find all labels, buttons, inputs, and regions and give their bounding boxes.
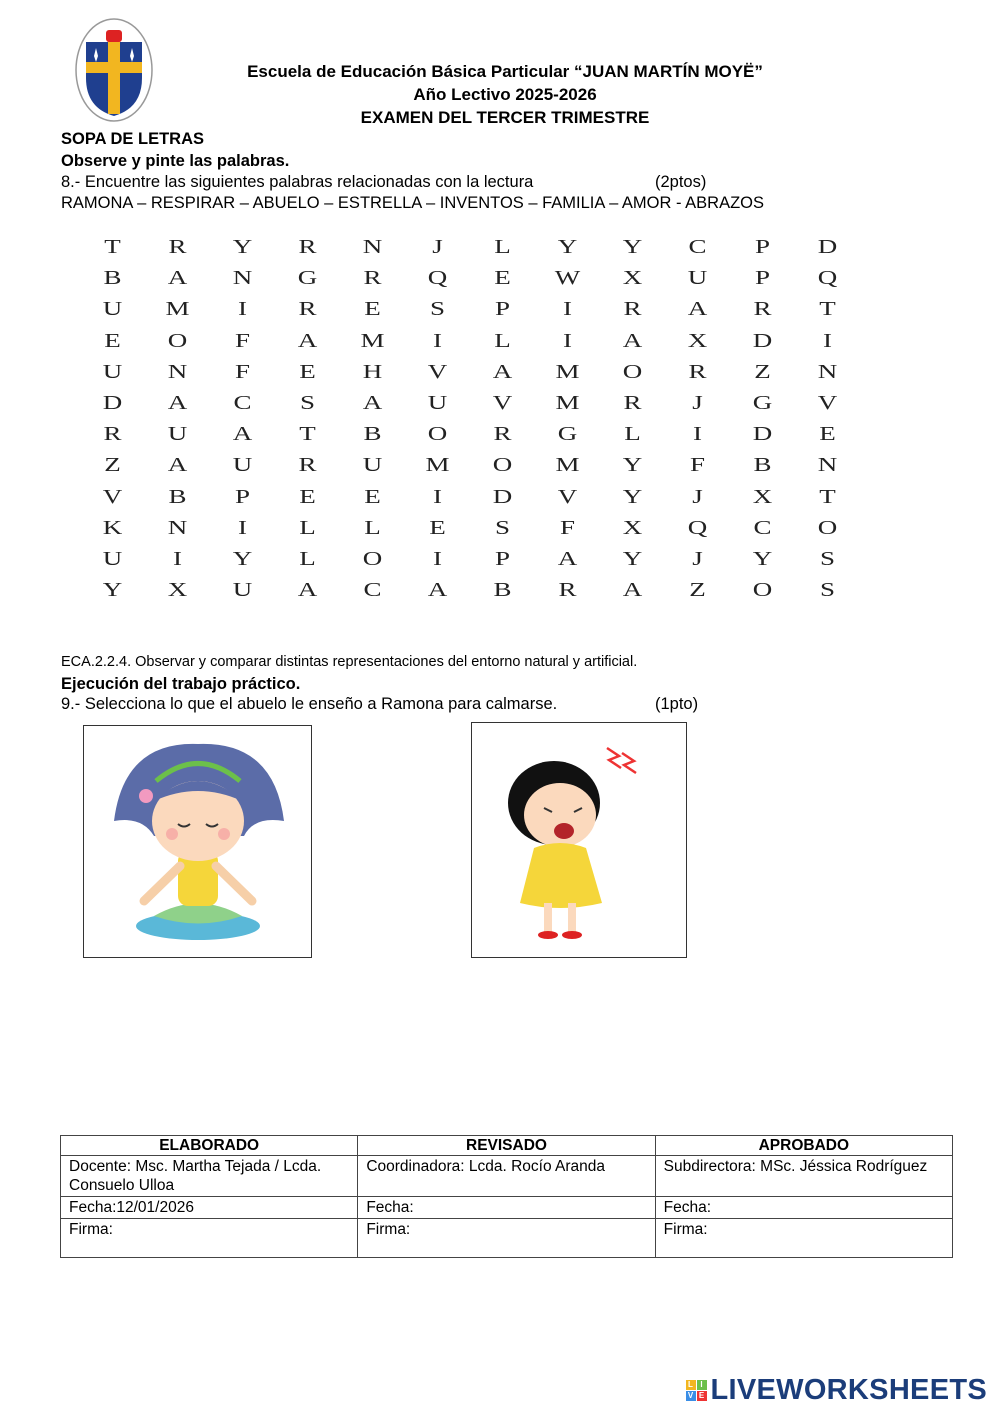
grid-letter[interactable]: A [297,579,318,602]
grid-letter[interactable]: V [557,485,578,508]
question-9: 9.- Selecciona lo que el abuelo le enseño a Ramona para calmarse. [61,695,558,713]
grid-letter[interactable]: R [103,423,122,446]
grid-letter[interactable]: P [754,236,771,259]
grid-letter[interactable]: N [817,360,838,383]
grid-letter[interactable]: D [492,485,513,508]
grid-letter[interactable]: I [237,298,247,321]
grid-letter[interactable]: F [234,329,251,352]
grid-letter[interactable]: L [494,329,511,352]
grid-letter[interactable]: Y [622,236,643,259]
grid-letter[interactable]: D [817,236,838,259]
grid-letter[interactable]: G [297,267,318,290]
grid-letter[interactable]: K [102,516,123,539]
grid-letter[interactable]: E [429,516,446,539]
grid-letter[interactable]: X [622,516,643,539]
grid-row [80,263,860,294]
grid-letter[interactable]: X [167,579,188,602]
grid-letter[interactable]: Y [622,454,643,477]
grid-letter[interactable]: O [492,454,513,477]
grid-row [80,450,860,481]
grid-letter[interactable]: A [557,547,578,570]
grid-letter[interactable]: L [364,516,381,539]
grid-letter[interactable]: P [494,298,511,321]
grid-letter[interactable]: Z [104,454,121,477]
school-name: Escuela de Educación Básica Particular “JUAN MARTÍN MOYË” [247,62,763,81]
grid-letter[interactable]: L [299,516,316,539]
grid-letter[interactable]: H [362,360,383,383]
grid-letter[interactable]: D [752,329,773,352]
grid-letter[interactable]: L [494,236,511,259]
grid-letter[interactable]: W [554,267,581,290]
grid-letter[interactable]: D [102,392,123,415]
word-list: RAMONA – RESPIRAR – ABUELO – ESTRELLA – INVENTOS – FAMILIA – AMOR - ABRAZOS [61,194,765,212]
revisado-coordinadora: Coordinadora: Lcda. Rocío Aranda [358,1156,655,1197]
grid-row [80,388,860,419]
grid-letter[interactable]: O [427,423,448,446]
grid-letter[interactable]: R [493,423,512,446]
grid-letter[interactable]: F [234,360,251,383]
option-meditating-girl[interactable] [83,725,312,958]
grid-letter[interactable]: B [168,485,187,508]
grid-letter[interactable]: B [753,454,772,477]
question-8-points: (2ptos) [655,173,707,191]
grid-letter[interactable]: V [427,360,448,383]
grid-letter[interactable]: G [557,423,578,446]
grid-letter[interactable]: R [298,298,317,321]
grid-letter[interactable]: T [299,423,316,446]
brand-name: LIVEWORKSHEETS [710,1374,987,1406]
grid-letter[interactable]: U [427,392,448,415]
grid-letter[interactable]: P [234,485,251,508]
grid-letter[interactable]: A [167,267,188,290]
grid-letter[interactable]: E [299,360,316,383]
grid-row [80,232,860,263]
grid-letter[interactable]: O [167,329,188,352]
grid-letter[interactable]: I [432,329,442,352]
grid-letter[interactable]: N [817,454,838,477]
grid-letter[interactable]: R [298,454,317,477]
grid-letter[interactable]: Q [817,267,838,290]
grid-letter[interactable]: M [555,454,580,477]
grid-letter[interactable]: Y [622,485,643,508]
grid-letter[interactable]: X [752,485,773,508]
grid-letter[interactable]: L [624,423,641,446]
liveworksheets-logo [686,1374,988,1407]
grid-letter[interactable]: I [692,423,702,446]
grid-letter[interactable]: R [363,267,382,290]
elaborado-docente: Docente: Msc. Martha Tejada / Lcda. Consuelo Ulloa [61,1156,358,1197]
grid-letter[interactable]: E [299,485,316,508]
grid-letter[interactable]: U [167,423,188,446]
grid-row [80,544,860,575]
grid-letter[interactable]: Z [754,360,771,383]
grid-letter[interactable]: R [753,298,772,321]
grid-letter[interactable]: V [102,485,123,508]
grid-row [80,482,860,513]
grid-letter[interactable]: C [233,392,252,415]
grid-letter[interactable]: Y [232,236,253,259]
badge-letter: V [686,1391,696,1401]
grid-letter[interactable]: Z [689,579,706,602]
grid-letter[interactable]: U [687,267,708,290]
grid-letter[interactable]: I [172,547,182,570]
grid-letter[interactable]: I [432,547,442,570]
standard-code: ECA.2.2.4. Observar y comparar distintas representaciones del entorno natural y artificial. [61,654,638,670]
grid-letter[interactable]: F [689,454,706,477]
grid-letter[interactable]: C [753,516,772,539]
grid-letter[interactable]: A [167,454,188,477]
grid-letter[interactable]: U [102,298,123,321]
word-search-grid [80,232,860,606]
grid-letter[interactable]: S [819,579,836,602]
grid-letter[interactable]: E [364,298,381,321]
grid-letter[interactable]: M [555,392,580,415]
grid-row [80,419,860,450]
grid-letter[interactable]: M [555,360,580,383]
grid-letter[interactable]: U [362,454,383,477]
aprobado-fecha: Fecha: [655,1197,952,1219]
aprobado-subdirectora: Subdirectora: MSc. Jéssica Rodríguez [655,1156,952,1197]
grid-row [80,294,860,325]
grid-letter[interactable]: M [425,454,450,477]
grid-letter[interactable]: R [298,236,317,259]
grid-letter[interactable]: R [688,360,707,383]
grid-letter[interactable]: O [622,360,643,383]
grid-letter[interactable]: A [687,298,708,321]
grid-letter[interactable]: M [165,298,190,321]
grid-letter[interactable]: B [103,267,122,290]
grid-row [80,357,860,388]
grid-letter[interactable]: Y [752,547,773,570]
grid-letter[interactable]: A [622,579,643,602]
school-year: Año Lectivo 2025-2026 [413,85,597,104]
grid-letter[interactable]: A [362,392,383,415]
instruction: Observe y pinte las palabras. [61,152,290,170]
elaborado-fecha: Fecha:12/01/2026 [61,1197,358,1219]
badge-letter: L [686,1380,696,1390]
grid-letter[interactable]: C [688,236,707,259]
revisado-fecha: Fecha: [358,1197,655,1219]
grid-letter[interactable]: S [494,516,511,539]
grid-row [80,575,860,606]
grid-letter[interactable]: A [492,360,513,383]
grid-letter[interactable]: L [299,547,316,570]
grid-letter[interactable]: A [167,392,188,415]
question-8: 8.- Encuentre las siguientes palabras relacionadas con la lectura [61,173,534,191]
header-aprobado: APROBADO [655,1136,952,1156]
aprobado-firma: Firma: [655,1219,952,1258]
grid-letter[interactable]: C [363,579,382,602]
grid-letter[interactable]: U [232,454,253,477]
grid-letter[interactable]: E [819,423,836,446]
grid-letter[interactable]: S [299,392,316,415]
grid-letter[interactable]: T [819,298,836,321]
badge-letter: I [697,1380,707,1390]
grid-letter[interactable]: Q [687,516,708,539]
grid-letter[interactable]: Q [427,267,448,290]
grid-letter[interactable]: Y [557,236,578,259]
section-title: SOPA DE LETRAS [61,130,205,148]
grid-letter[interactable]: N [167,360,188,383]
option-angry-girl[interactable] [471,722,687,958]
badge-letter: E [697,1391,707,1401]
grid-letter[interactable]: U [102,547,123,570]
grid-letter[interactable]: E [494,267,511,290]
header-elaborado: ELABORADO [61,1136,358,1156]
grid-letter[interactable]: J [692,392,703,415]
grid-letter[interactable]: I [822,329,832,352]
grid-letter[interactable]: T [819,485,836,508]
grid-letter[interactable]: J [432,236,443,259]
elaborado-firma: Firma: [61,1219,358,1258]
grid-letter[interactable]: J [692,485,703,508]
grid-letter[interactable]: R [558,579,577,602]
grid-letter[interactable]: J [692,547,703,570]
practical-title: Ejecución del trabajo práctico. [61,675,301,693]
header-revisado: REVISADO [358,1136,655,1156]
grid-letter[interactable]: P [494,547,511,570]
grid-letter[interactable]: S [819,547,836,570]
question-9-points: (1pto) [655,695,699,713]
grid-letter[interactable]: X [687,329,708,352]
grid-letter[interactable]: P [754,267,771,290]
grid-letter[interactable]: A [622,329,643,352]
grid-letter[interactable]: I [432,485,442,508]
grid-letter[interactable]: O [362,547,383,570]
grid-letter[interactable]: A [427,579,448,602]
grid-letter[interactable]: Y [232,547,253,570]
grid-letter[interactable]: E [104,329,121,352]
grid-letter[interactable]: A [297,329,318,352]
grid-letter[interactable]: F [559,516,576,539]
grid-letter[interactable]: D [752,423,773,446]
grid-letter[interactable]: R [623,298,642,321]
grid-letter[interactable]: E [364,485,381,508]
grid-letter[interactable]: A [232,423,253,446]
grid-letter[interactable]: S [429,298,446,321]
exam-title: EXAMEN DEL TERCER TRIMESTRE [360,108,650,127]
grid-letter[interactable]: B [493,579,512,602]
grid-letter[interactable]: N [167,516,188,539]
grid-row [80,513,860,544]
grid-letter[interactable]: B [363,423,382,446]
grid-letter[interactable]: X [622,267,643,290]
approval-table [60,1135,953,1258]
grid-letter[interactable]: O [817,516,838,539]
revisado-firma: Firma: [358,1219,655,1258]
grid-letter[interactable]: R [168,236,187,259]
grid-letter[interactable]: R [623,392,642,415]
grid-letter[interactable]: U [232,579,253,602]
grid-letter[interactable]: I [562,329,572,352]
grid-letter[interactable]: I [562,298,572,321]
grid-letter[interactable]: V [492,392,513,415]
grid-letter[interactable]: G [752,392,773,415]
grid-letter[interactable]: I [237,516,247,539]
grid-letter[interactable]: M [360,329,385,352]
grid-letter[interactable]: T [104,236,121,259]
grid-row [80,326,860,357]
grid-letter[interactable]: N [362,236,383,259]
grid-letter[interactable]: V [817,392,838,415]
grid-letter[interactable]: Y [102,579,123,602]
grid-letter[interactable]: O [752,579,773,602]
grid-letter[interactable]: Y [622,547,643,570]
grid-letter[interactable]: U [102,360,123,383]
grid-letter[interactable]: N [232,267,253,290]
live-badge-icon [686,1380,707,1401]
